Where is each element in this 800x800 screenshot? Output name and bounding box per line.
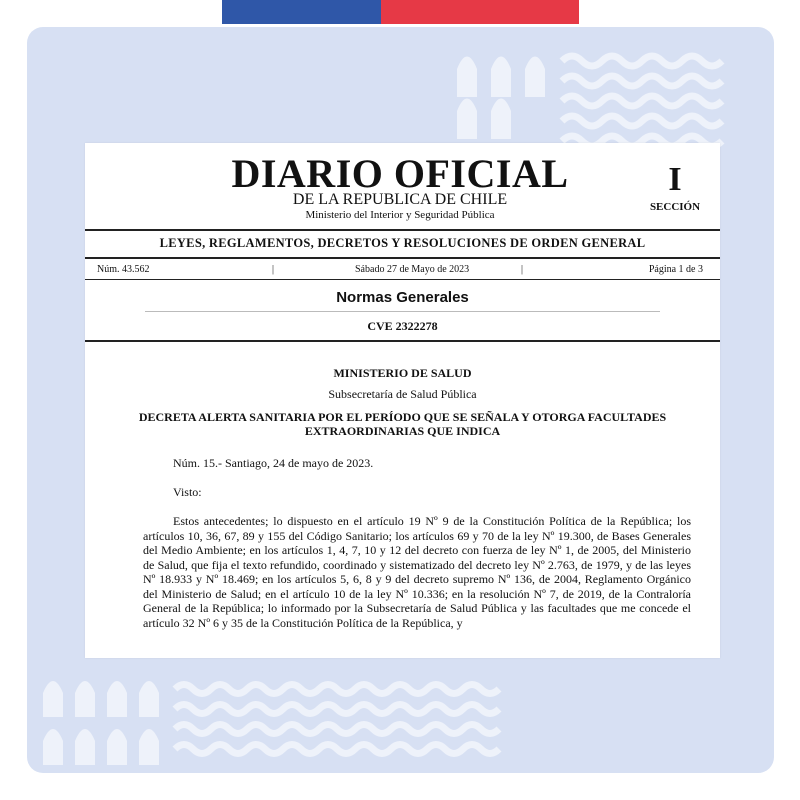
visto-label: Visto:: [173, 485, 202, 499]
info-rule: [85, 279, 720, 280]
flag-stripe-red: [381, 0, 579, 24]
issue-info-row: [97, 264, 703, 278]
header-rule-top: [85, 229, 720, 231]
decorative-pattern-bottom: [35, 669, 515, 769]
page-indicator: Página 1 de 3: [648, 264, 703, 275]
cve-rule: [85, 340, 720, 342]
category-heading: LEYES, REGLAMENTOS, DECRETOS Y RESOLUCIONES DE ORDEN GENERAL: [159, 236, 646, 250]
section-title: Normas Generales: [336, 289, 469, 306]
decree-ministry: MINISTERIO DE SALUD: [333, 366, 472, 380]
decree-title: DECRETA ALERTA SANITARIA POR EL PERÍODO QUE SE SEÑALA Y OTORGA FACULTADES EXTRAORDINARIAS QUE INDICA: [138, 410, 667, 438]
section-number: I: [668, 161, 682, 198]
section-label: SECCIÓN: [649, 201, 701, 213]
info-separator: |: [272, 264, 275, 275]
header-rule-bottom: [85, 257, 720, 259]
decree-number-line: Núm. 15.- Santiago, 24 de mayo de 2023.: [173, 456, 374, 470]
issue-date: Sábado 27 de Mayo de 2023: [355, 264, 470, 275]
masthead-ministry: Ministerio del Interior y Seguridad Pública: [305, 209, 495, 221]
cve-code: CVE 2322278: [367, 319, 438, 333]
section-divider: [145, 311, 660, 312]
issue-number: Núm. 43.562: [97, 264, 150, 275]
masthead-subtitle: DE LA REPUBLICA DE CHILE: [292, 191, 508, 208]
masthead-title: DIARIO OFICIAL: [231, 151, 569, 196]
decree-subsecretaria: Subsecretaría de Salud Pública: [328, 387, 477, 401]
info-separator: |: [521, 264, 524, 275]
flag-stripe-blue: [222, 0, 381, 24]
document-page: [85, 143, 720, 658]
decree-paragraph: Estos antecedentes; lo dispuesto en el artículo 19 Nº 9 de la Constitución Política de la República; los artículos 10, 36, 67, 89 y 155 del Código Sanitario; los artículos 69 y 70 de la ley Nº 19.300, de Bases Generales del Medio Ambiente; en los artículos 1, 4, 7, 10 y 12 del decreto con fuerza de ley Nº 1, de 2005, del Ministerio de Salud, que fija el texto refundido, coordinado y sistematizado del decreto ley Nº 2.763, de 1979, y de las leyes Nº 18.933 y Nº 18.469; en los artículos 5, 6, 8 y 9 del decreto supremo Nº 136, de 2004, Reglamento Orgánico del Ministerio de Salud; en el artículo 10 de la ley Nº 10.336; en la resolución Nº 7, de 2019, de la Contraloría General de la República; lo informado por la Subsecretaría de Salud Pública y las facultades que me concede el artículo 32 Nº 6 y 35 de la Constitución Política de la República, y: [143, 514, 691, 630]
